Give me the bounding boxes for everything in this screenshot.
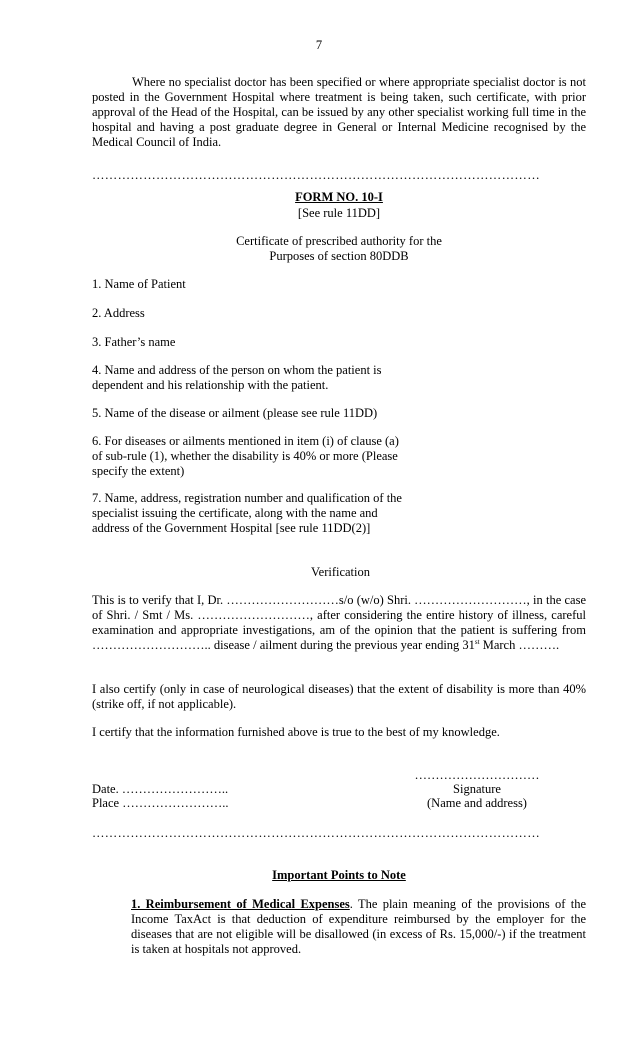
notes-heading: Important Points to Note [272,868,406,882]
verification-heading: Verification [311,565,371,579]
form-subtitle-line1: Certificate of prescribed authority for the [236,234,442,248]
signature-sublabel: (Name and address) [427,796,527,810]
form-title: FORM NO. 10-I [295,190,383,204]
verification-paragraph [92,593,586,653]
point-1-title: 1. Reimbursement of Medical Expenses [131,897,350,911]
form-subtitle-line2: Purposes of section 80DDB [269,249,409,263]
point-1-body: . The plain meaning of the provisions of the Income TaxAct is that deduction of expenditure reimbursed by the employer for the diseases that are not eligible will be disallowed (in excess of Rs. 15,000/-) if the treatment is taken at hospitals not approved. [131,897,587,956]
item-disability-extent: 6. For diseases or ailments mentioned in item (i) of clause (a) of sub-rule (1), whether the disability is 40% or more (Please specify the extent) [92,434,399,478]
date-field: Date. …………………….. [92,782,229,796]
page-number: 7 [315,38,323,52]
item-disease-name: 5. Name of the disease or ailment (please see rule 11DD) [92,406,378,420]
place-field: Place …………………….. [92,796,229,810]
item-name-of-patient: 1. Name of Patient [92,277,186,291]
form-rule-ref: [See rule 11DD] [297,206,381,220]
ordinal-suffix: st [474,637,480,646]
separator-bottom: …………………………………………………………………………………………… [92,826,540,840]
verification-text: This is to verify that I, Dr. ………………………s/o (w/o) Shri. ………………………, in the case of Shri. / Smt / Ms. ………………………, after considering the entire history of illness, careful examination and appropriate investigations, am of the opinion that the patient is suffering from ……………………….. disease / ailment during the previous year ending 31 [92,593,586,652]
point-1-paragraph [131,897,586,957]
neuro-certify-paragraph: I also certify (only in case of neurological diseases) that the extent of disability is more than 40% (strike off, if not applicable). [92,682,586,711]
item-fathers-name: 3. Father’s name [92,335,176,349]
signature-dots: ………………………… [414,768,540,782]
item-dependent-person: 4. Name and address of the person on whom the patient is dependent and his relationship with the patient. [92,363,382,392]
info-certify-paragraph: I certify that the information furnished above is true to the best of my knowledge. [92,725,500,739]
separator-top: …………………………………………………………………………………………… [92,168,540,182]
item-specialist-details: 7. Name, address, registration number and qualification of the specialist issuing the certificate, along with the name and address of the Government Hospital [see rule 11DD(2)] [92,491,402,535]
verification-text-end: March ………. [479,638,560,652]
intro-paragraph: Where no specialist doctor has been specified or where appropriate specialist doctor is not posted in the Government Hospital where treatment is being taken, such certificate, with prior approval of the Head of the Hospital, can be issued by any other specialist working full time in the hospital and having a post graduate degree in General or Internal Medicine recognised by the Medical Council of India. [92,75,586,149]
item-address: 2. Address [92,306,145,320]
signature-label: Signature [453,782,501,796]
